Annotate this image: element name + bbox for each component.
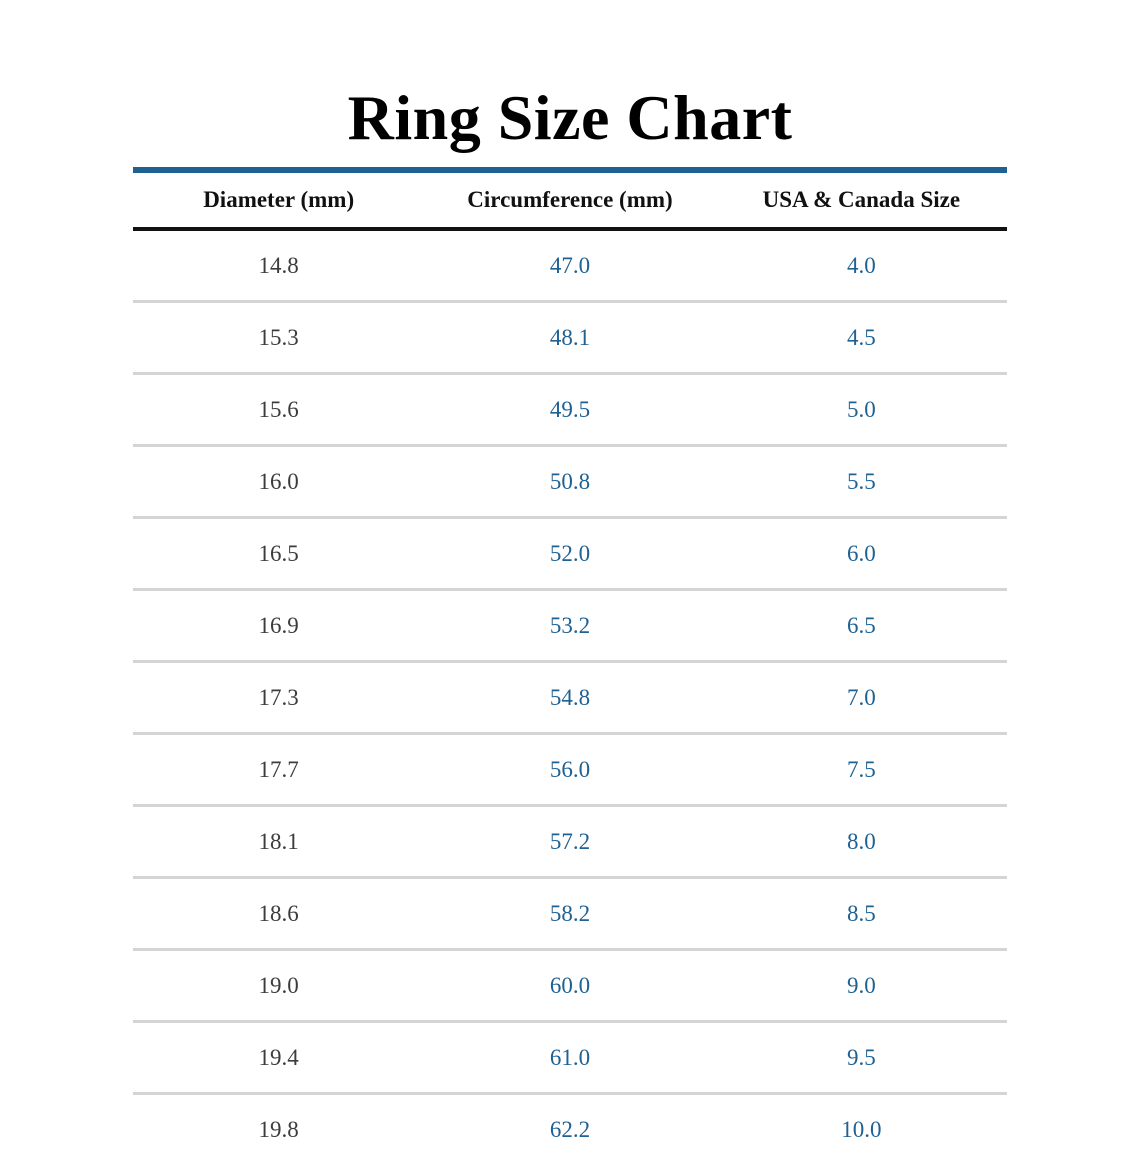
cell-diameter: 18.1 [133, 806, 424, 878]
cell-us-size: 10.0 [841, 1116, 882, 1142]
cell-circumference: 57.2 [424, 806, 715, 878]
cell-circumference: 49.5 [424, 374, 715, 446]
table-row [133, 734, 1007, 806]
cell-circumference: 48.1 [424, 302, 715, 374]
column-header-circumference: Circumference (mm) [424, 173, 715, 229]
cell-circumference: 60.0 [424, 950, 715, 1022]
cell-us-size: 5.5 [716, 446, 1007, 518]
table-row [133, 1022, 1007, 1094]
cell-us-size: 6.5 [716, 590, 1007, 662]
cell-us-size: 8.0 [716, 806, 1007, 878]
table-row [133, 518, 1007, 590]
table-row [133, 590, 1007, 662]
table-header-row [133, 173, 1007, 229]
table-row [133, 446, 1007, 518]
table-row [133, 878, 1007, 950]
column-header-diameter: Diameter (mm) [133, 173, 424, 229]
cell-diameter: 16.0 [133, 446, 424, 518]
cell-us-size: 7.5 [716, 734, 1007, 806]
cell-circumference: 52.0 [424, 518, 715, 590]
cell-diameter: 18.6 [133, 878, 424, 950]
table-body [133, 229, 1007, 1164]
table-row [133, 950, 1007, 1022]
ring-size-table [133, 173, 1007, 1164]
cell-circumference: 53.2 [424, 590, 715, 662]
cell-diameter: 15.3 [133, 302, 424, 374]
cell-diameter: 19.4 [133, 1022, 424, 1094]
cell-diameter: 16.9 [133, 590, 424, 662]
cell-us-size: 6.0 [716, 518, 1007, 590]
cell-us-size: 5.0 [716, 374, 1007, 446]
cell-diameter: 16.5 [133, 518, 424, 590]
table-row [133, 662, 1007, 734]
cell-circumference: 54.8 [424, 662, 715, 734]
page-title: Ring Size Chart [347, 82, 793, 153]
cell-circumference: 58.2 [424, 878, 715, 950]
cell-us-size: 8.5 [716, 878, 1007, 950]
cell-circumference: 56.0 [424, 734, 715, 806]
column-header-us-size: USA & Canada Size [716, 173, 1007, 229]
cell-circumference: 62.2 [549, 1116, 591, 1142]
cell-diameter: 19.8 [258, 1116, 299, 1142]
cell-diameter: 17.3 [133, 662, 424, 734]
cell-diameter: 15.6 [133, 374, 424, 446]
cell-us-size: 4.5 [716, 302, 1007, 374]
cell-us-size: 7.0 [716, 662, 1007, 734]
cell-circumference: 61.0 [424, 1022, 715, 1094]
cell-diameter: 17.7 [133, 734, 424, 806]
table-row [133, 1094, 1007, 1164]
cell-diameter: 19.0 [133, 950, 424, 1022]
cell-us-size: 9.0 [716, 950, 1007, 1022]
cell-circumference: 50.8 [424, 446, 715, 518]
cell-us-size: 9.5 [716, 1022, 1007, 1094]
cell-us-size: 4.0 [716, 229, 1007, 302]
cell-circumference: 47.0 [424, 229, 715, 302]
table-row [133, 806, 1007, 878]
cell-diameter: 14.8 [133, 229, 424, 302]
table-row [133, 302, 1007, 374]
table-row [133, 229, 1007, 302]
table-row [133, 374, 1007, 446]
